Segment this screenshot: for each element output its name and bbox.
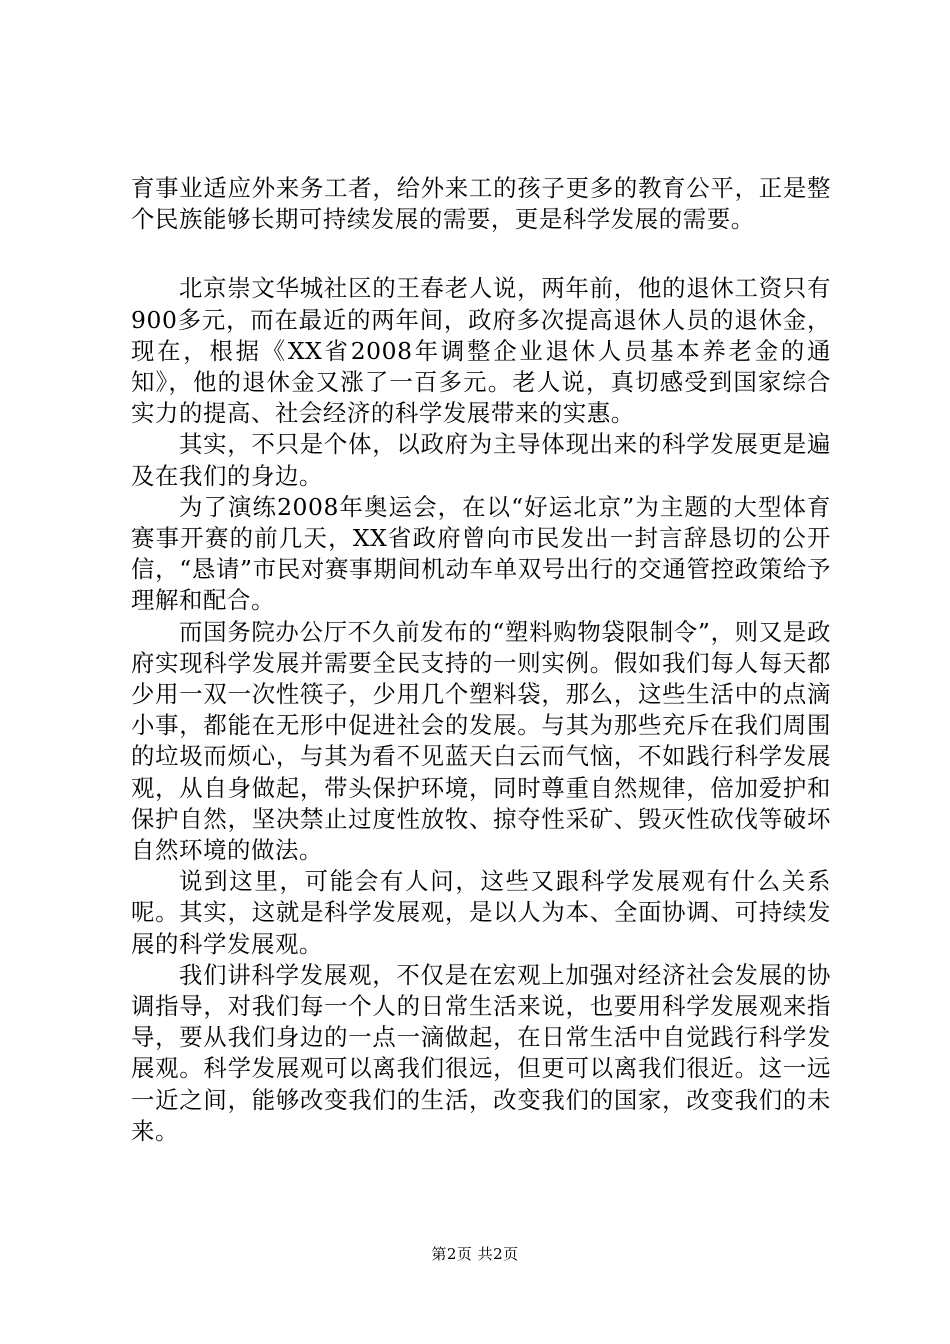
paragraph-government-development: 其实，不只是个体，以政府为主导体现出来的科学发展更是遍及在我们的身边。	[131, 430, 831, 490]
paragraph-olympics-traffic: 为了演练2008年奥运会，在以“好运北京”为主题的大型体育赛事开赛的前几天，XX省政府曾向市民发出一封言辞恳切的公开信，“恳请”市民对赛事期间机动车单双号出行的交通管控政策给予理解和配合。	[131, 492, 831, 615]
paragraph-continuation: 育事业适应外来务工者，给外来工的孩子更多的教育公平，正是整个民族能够长期可持续发展的需要，更是科学发展的需要。	[131, 174, 831, 234]
document-body	[131, 173, 831, 1147]
paragraph-retiree-pension: 北京崇文华城社区的王春老人说，两年前，他的退休工资只有900多元，而在最近的两年间，政府多次提高退休人员的退休金，现在，根据《XX省2008年调整企业退休人员基本养老金的通知》，他的退休金又涨了一百多元。老人说，真切感受到国家综合实力的提高、社会经济的科学发展带来的实惠。	[131, 274, 831, 428]
page-number-footer: 第2页 共2页	[431, 1245, 519, 1263]
paragraph-question: 说到这里，可能会有人问，这些又跟科学发展观有什么关系呢。其实，这就是科学发展观，是以人为本、全面协调、可持续发展的科学发展观。	[131, 867, 831, 958]
paragraph-plastic-bag-ban: 而国务院办公厅不久前发布的“塑料购物袋限制令”，则又是政府实现科学发展并需要全民支持的一则实例。假如我们每人每天都少用一双一次性筷子，少用几个塑料袋，那么，这些生活中的点滴小事，都能在无形中促进社会的发展。与其为那些充斥在我们周围的垃圾而烦心，与其为看不见蓝天白云而气恼，不如践行科学发展观，从自身做起，带头保护环境，同时尊重自然规律，倍加爱护和保护自然，坚决禁止过度性放牧、掠夺性采矿、毁灭性砍伐等破坏自然环境的做法。	[131, 617, 831, 865]
paragraph-conclusion: 我们讲科学发展观，不仅是在宏观上加强对经济社会发展的协调指导，对我们每一个人的日常生活来说，也要用科学发展观来指导，要从我们身边的一点一滴做起，在日常生活中自觉践行科学发展观。科学发展观可以离我们很远，但更可以离我们很近。这一远一近之间，能够改变我们的生活，改变我们的国家，改变我们的未来。	[131, 960, 831, 1145]
